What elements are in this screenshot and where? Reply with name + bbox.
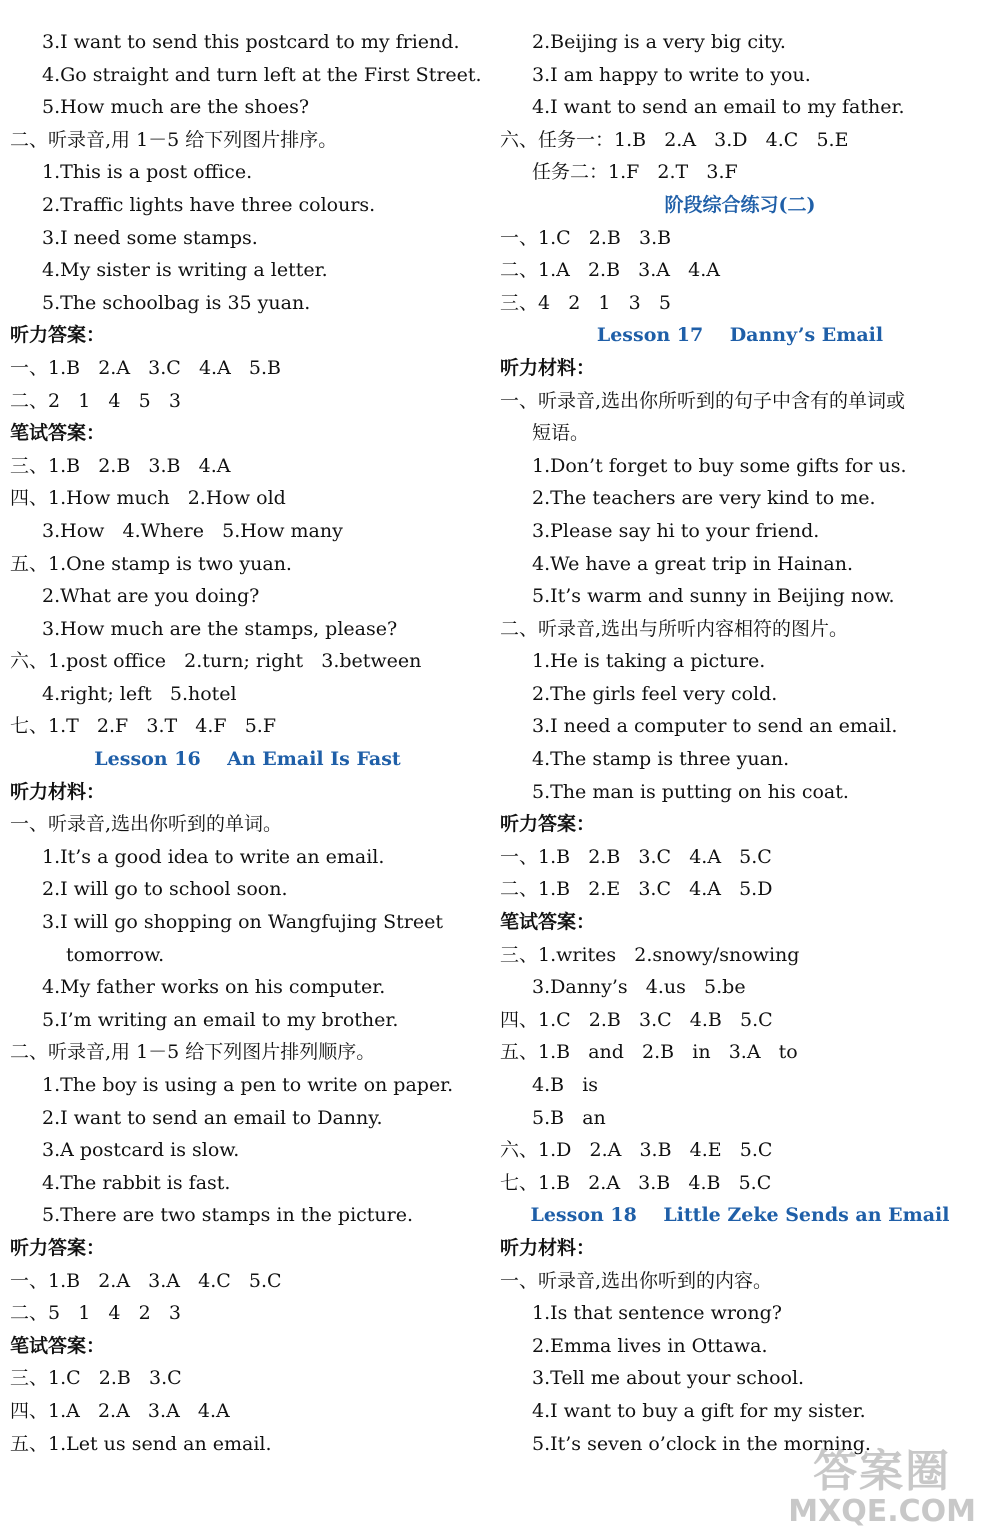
text-line: 一、听录音,选出你所听到的句子中含有的单词或 — [500, 389, 906, 412]
text-line: 五、1.One stamp is two yuan. — [10, 552, 292, 575]
text-line: 一、听录音,选出你听到的内容。 — [500, 1269, 773, 1292]
text-line: 4.My sister is writing a letter. — [42, 259, 328, 282]
text-line: 4.right; left 5.hotel — [42, 682, 237, 705]
text-line: 3.I want to send this postcard to my friend. — [42, 31, 460, 53]
watermark-logo — [788, 1448, 976, 1528]
text-line: 1.This is a post office. — [42, 161, 253, 184]
text-line: 4.We have a great trip in Hainan. — [532, 552, 853, 575]
text-line: 5.I’m writing an email to my brother. — [42, 1008, 399, 1031]
text-line: 任务二：1.F 2.T 3.F — [532, 161, 738, 184]
text-line: 2.Beijing is a very big city. — [532, 31, 786, 53]
text-line: 一、1.B 2.A 3.A 4.C 5.C — [10, 1269, 282, 1292]
text-line: 5.It’s warm and sunny in Beijing now. — [532, 585, 895, 608]
section-label: 听力材料： — [10, 780, 106, 803]
text-line: 3.Please say hi to your friend. — [532, 519, 820, 542]
text-line: 短语。 — [532, 422, 590, 445]
text-line: 六、任务一：1.B 2.A 3.D 4.C 5.E — [500, 128, 849, 151]
section-heading: Lesson 18 Little Zeke Sends an Email — [530, 1204, 950, 1227]
text-line: 2.Traffic lights have three colours. — [42, 193, 376, 216]
text-line: 4.I want to buy a gift for my sister. — [532, 1399, 866, 1422]
text-line: 七、1.T 2.F 3.T 4.F 5.F — [10, 715, 277, 738]
section-heading: 阶段综合练习(二) — [664, 193, 816, 216]
text-line: 4.Go straight and turn left at the First Street. — [42, 63, 482, 86]
text-line: tomorrow. — [66, 943, 165, 966]
text-line: 1.Is that sentence wrong? — [532, 1302, 782, 1325]
text-line: 3.How much are the stamps, please? — [42, 617, 398, 640]
text-line: 三、1.writes 2.snowy/snowing — [500, 943, 800, 966]
text-line: 1.The boy is using a pen to write on paper. — [42, 1074, 454, 1096]
section-label: 听力答案： — [10, 1236, 106, 1259]
text-line: 2.The girls feel very cold. — [532, 682, 778, 705]
right-column — [500, 26, 980, 1460]
watermark-bottom-text: MXQE.COM — [788, 1494, 976, 1529]
text-line: 3.I need a computer to send an email. — [532, 715, 898, 738]
section-heading: Lesson 16 An Email Is Fast — [94, 748, 401, 771]
text-line: 2.What are you doing? — [42, 585, 260, 608]
text-line: 4.I want to send an email to my father. — [532, 96, 905, 119]
section-label: 笔试答案： — [10, 422, 106, 445]
text-line: 一、1.B 2.B 3.C 4.A 5.C — [500, 845, 772, 868]
text-line: 1.It’s a good idea to write an email. — [42, 845, 385, 868]
text-line: 4.B is — [532, 1074, 599, 1096]
text-line: 四、1.C 2.B 3.C 4.B 5.C — [500, 1008, 773, 1031]
text-line: 七、1.B 2.A 3.B 4.B 5.C — [500, 1171, 772, 1194]
text-line: 三、4 2 1 3 5 — [500, 291, 671, 314]
section-heading: Lesson 17 Danny’s Email — [596, 324, 884, 347]
text-line: 4.My father works on his computer. — [42, 976, 386, 999]
text-line: 一、1.B 2.A 3.C 4.A 5.B — [10, 356, 282, 379]
text-line: 三、1.B 2.B 3.B 4.A — [10, 454, 231, 477]
text-line: 2.I want to send an email to Danny. — [42, 1106, 383, 1129]
watermark-top-text: 答案圈 — [813, 1446, 952, 1497]
text-line: 5.It’s seven o’clock in the morning. — [532, 1432, 871, 1455]
left-column — [10, 26, 485, 1460]
text-line: 4.The rabbit is fast. — [42, 1171, 231, 1194]
text-line: 六、1.D 2.A 3.B 4.E 5.C — [500, 1139, 773, 1162]
text-line: 3.How 4.Where 5.How many — [42, 519, 343, 542]
text-line: 二、1.B 2.E 3.C 4.A 5.D — [500, 878, 773, 901]
text-line: 5.B an — [532, 1106, 606, 1129]
text-line: 二、听录音,用 1－5 给下列图片排序。 — [10, 128, 338, 151]
section-label: 听力材料： — [500, 1236, 596, 1259]
text-line: 五、1.Let us send an email. — [10, 1432, 272, 1455]
text-line: 5.There are two stamps in the picture. — [42, 1204, 414, 1227]
text-line: 3.I am happy to write to you. — [532, 63, 811, 86]
text-line: 二、2 1 4 5 3 — [10, 389, 181, 412]
text-line: 二、1.A 2.B 3.A 4.A — [500, 259, 720, 282]
text-line: 1.He is taking a picture. — [532, 650, 766, 673]
text-line: 一、听录音,选出你听到的单词。 — [10, 813, 283, 836]
section-label: 听力答案： — [10, 324, 106, 347]
text-line: 二、5 1 4 2 3 — [10, 1302, 181, 1325]
text-line: 六、1.post office 2.turn; right 3.between — [10, 650, 422, 673]
text-line: 5.How much are the shoes? — [42, 96, 310, 119]
text-line: 2.The teachers are very kind to me. — [532, 487, 876, 510]
text-line: 3.Tell me about your school. — [532, 1367, 805, 1390]
text-line: 2.I will go to school soon. — [42, 878, 288, 901]
text-line: 5.The schoolbag is 35 yuan. — [42, 291, 311, 314]
text-line: 五、1.B and 2.B in 3.A to — [500, 1041, 798, 1064]
text-line: 二、听录音,用 1－5 给下列图片排列顺序。 — [10, 1041, 376, 1064]
text-line: 5.The man is putting on his coat. — [532, 780, 849, 803]
text-line: 四、1.A 2.A 3.A 4.A — [10, 1399, 230, 1422]
text-line: 3.Danny’s 4.us 5.be — [532, 976, 746, 999]
text-line: 二、听录音,选出与所听内容相符的图片。 — [500, 617, 849, 640]
text-line: 四、1.How much 2.How old — [10, 487, 286, 510]
text-line: 3.I will go shopping on Wangfujing Street — [42, 911, 443, 934]
text-line: 三、1.C 2.B 3.C — [10, 1367, 182, 1390]
text-line: 3.I need some stamps. — [42, 226, 258, 249]
text-line: 4.The stamp is three yuan. — [532, 748, 790, 771]
section-label: 听力材料： — [500, 356, 596, 379]
text-line: 2.Emma lives in Ottawa. — [532, 1334, 768, 1357]
text-line: 3.A postcard is slow. — [42, 1139, 240, 1162]
section-label: 听力答案： — [500, 813, 596, 836]
text-line: 1.Don’t forget to buy some gifts for us. — [532, 454, 907, 477]
section-label: 笔试答案： — [10, 1334, 106, 1357]
text-line: 一、1.C 2.B 3.B — [500, 226, 672, 249]
section-label: 笔试答案： — [500, 911, 596, 934]
